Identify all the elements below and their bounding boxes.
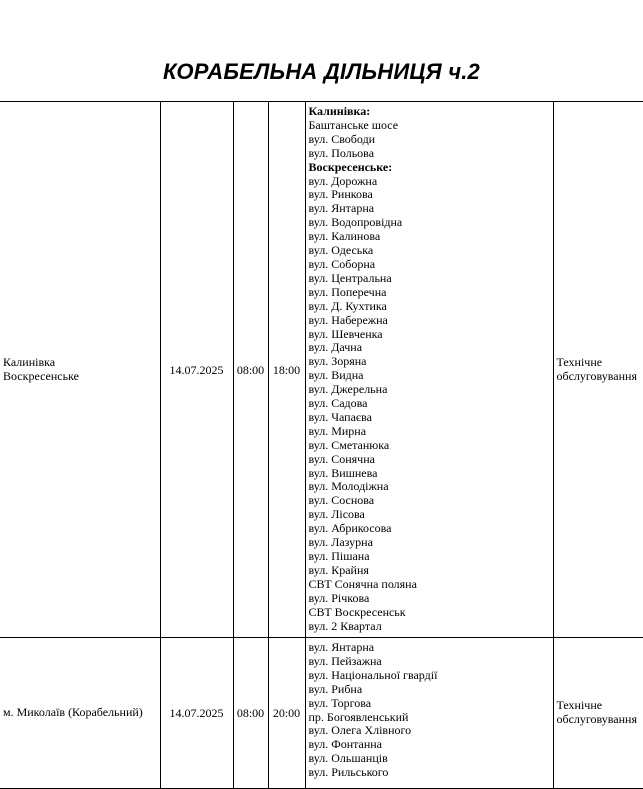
street-item: вул. Ринкова bbox=[308, 187, 373, 202]
street-item: пр. Богоявленський bbox=[308, 709, 409, 724]
street-item: вул. Вишнева bbox=[308, 465, 378, 480]
street-item: Баштанське шосе bbox=[308, 117, 399, 132]
street-group-heading: Калинівка: bbox=[308, 104, 371, 118]
street-item: вул. Шевченка bbox=[308, 326, 383, 341]
street-item: вул. Ольшанців bbox=[308, 751, 388, 766]
locality-cell bbox=[0, 638, 160, 789]
street-item: вул. Національної гвардії bbox=[308, 667, 438, 682]
table-row bbox=[0, 638, 643, 789]
work-type-line: Технічне bbox=[556, 698, 603, 713]
street-item: вул. Лазурна bbox=[308, 535, 373, 550]
date-cell: 14.07.2025 bbox=[160, 638, 233, 789]
work-type-line: Технічне bbox=[556, 354, 603, 369]
street-item: СВТ Воскресенськ bbox=[308, 604, 406, 619]
street-group-heading: Воскресенське: bbox=[308, 159, 393, 174]
date-cell: 14.07.2025 bbox=[160, 102, 233, 638]
street-item: вул. Пейзажна bbox=[308, 653, 382, 668]
street-item: вул. Торгова bbox=[308, 695, 372, 710]
streets-cell bbox=[305, 638, 553, 789]
work-type-cell bbox=[553, 638, 643, 789]
street-item: СВТ Сонячна поляна bbox=[308, 576, 417, 591]
work-type-line: обслуговування bbox=[556, 368, 637, 383]
street-item: вул. Абрикосова bbox=[308, 521, 392, 536]
street-item: вул. Зоряна bbox=[308, 354, 367, 369]
street-item: вул. Рибна bbox=[308, 681, 363, 696]
street-item: вул. Дачна bbox=[308, 340, 363, 355]
street-item: вул. 2 Квартал bbox=[308, 618, 382, 633]
start-time-cell: 08:00 bbox=[233, 102, 268, 638]
street-item: вул. Водопровідна bbox=[308, 215, 403, 230]
street-item: вул. Польова bbox=[308, 145, 375, 160]
locality-name: Калинівка bbox=[3, 354, 56, 369]
street-item: вул. Мирна bbox=[308, 423, 367, 438]
work-type-line: обслуговування bbox=[556, 712, 637, 726]
street-item: вул. Д. Кухтика bbox=[308, 298, 387, 313]
street-item: вул. Фонтанна bbox=[308, 737, 383, 752]
outage-schedule-table bbox=[0, 101, 643, 789]
street-item: вул. Центральна bbox=[308, 270, 392, 285]
street-item: вул. Сонячна bbox=[308, 451, 375, 466]
street-item: вул. Свободи bbox=[308, 131, 376, 146]
table-row bbox=[0, 102, 643, 638]
work-type-cell bbox=[553, 102, 643, 638]
end-time-cell: 20:00 bbox=[268, 638, 305, 789]
street-item: вул. Садова bbox=[308, 396, 368, 411]
street-item: вул. Річкова bbox=[308, 590, 370, 605]
page-title: КОРАБЕЛЬНА ДІЛЬНИЦЯ ч.2 bbox=[163, 59, 480, 84]
streets-cell bbox=[305, 102, 553, 638]
street-item: вул. Соснова bbox=[308, 493, 375, 508]
street-item: вул. Видна bbox=[308, 368, 364, 383]
end-time-cell: 18:00 bbox=[268, 102, 305, 638]
street-item: вул. Молодіжна bbox=[308, 479, 389, 494]
street-item: вул. Крайня bbox=[308, 562, 369, 577]
street-item: вул. Янтарна bbox=[308, 201, 375, 216]
street-item: вул. Янтарна bbox=[308, 640, 375, 654]
locality-name: м. Миколаїв (Корабельний) bbox=[3, 705, 143, 720]
street-item: вул. Дорожна bbox=[308, 173, 378, 188]
street-item: вул. Лісова bbox=[308, 507, 365, 522]
street-item: вул. Сметанюка bbox=[308, 437, 390, 452]
street-item: вул. Поперечна bbox=[308, 284, 387, 299]
locality-cell bbox=[0, 102, 160, 638]
start-time-cell: 08:00 bbox=[233, 638, 268, 789]
street-item: вул. Чапаєва bbox=[308, 409, 372, 424]
street-item: вул. Одеська bbox=[308, 243, 374, 258]
street-item: вул. Набережна bbox=[308, 312, 388, 327]
street-item: вул. Соборна bbox=[308, 256, 376, 271]
street-item: вул. Калинова bbox=[308, 229, 381, 244]
street-item: вул. Олега Хлівного bbox=[308, 723, 412, 738]
street-item: вул. Джерельна bbox=[308, 382, 388, 397]
locality-name: Воскресенське bbox=[3, 368, 79, 383]
street-item: вул. Пішана bbox=[308, 549, 370, 563]
street-item: вул. Рильського bbox=[308, 765, 389, 780]
